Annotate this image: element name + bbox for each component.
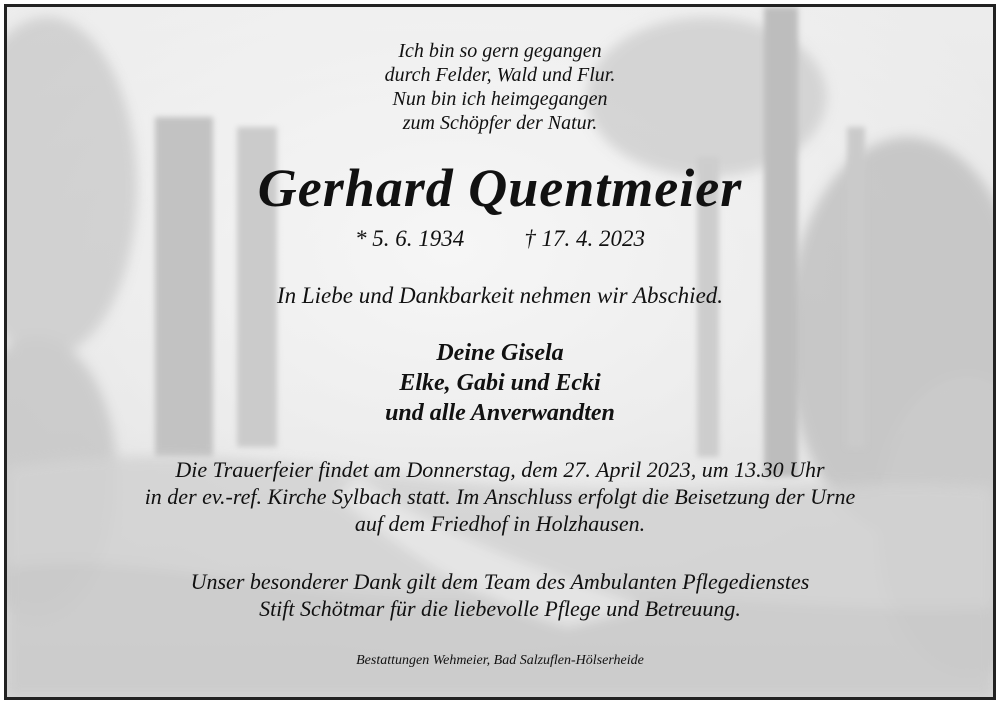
- birth-date: * 5. 6. 1934: [355, 226, 465, 251]
- family-line: Deine Gisela: [436, 340, 564, 366]
- obituary-card: [4, 4, 996, 700]
- family-line: Elke, Gabi und Ecki: [399, 370, 601, 396]
- family-line: und alle Anverwandten: [385, 400, 615, 426]
- poem-line: durch Felder, Wald und Flur.: [384, 64, 616, 86]
- funeral-home-credit: Bestattungen Wehmeier, Bad Salzuflen-Hölserheide: [356, 653, 644, 668]
- farewell-text: In Liebe und Dankbarkeit nehmen wir Abschied.: [276, 283, 724, 308]
- poem-line: zum Schöpfer der Natur.: [402, 112, 598, 134]
- deceased-name: Gerhard Quentmeier: [257, 158, 743, 218]
- ceremony-line: Die Trauerfeier findet am Donnerstag, dem 27. April 2023, um 13.30 Uhr: [175, 457, 825, 482]
- poem-line: Nun bin ich heimgegangen: [392, 88, 608, 110]
- poem-line: Ich bin so gern gegangen: [398, 40, 602, 62]
- thanks-line: Unser besonderer Dank gilt dem Team des Ambulanten Pflegedienstes: [190, 569, 810, 594]
- obituary-content: [7, 7, 993, 697]
- ceremony-line: in der ev.-ref. Kirche Sylbach statt. Im Anschluss erfolgt die Beisetzung der Urne: [144, 484, 856, 509]
- thanks-line: Stift Schötmar für die liebevolle Pflege und Betreuung.: [259, 596, 741, 621]
- life-dates: [7, 225, 993, 253]
- death-date: † 17. 4. 2023: [524, 226, 645, 251]
- ceremony-line: auf dem Friedhof in Holzhausen.: [354, 511, 646, 536]
